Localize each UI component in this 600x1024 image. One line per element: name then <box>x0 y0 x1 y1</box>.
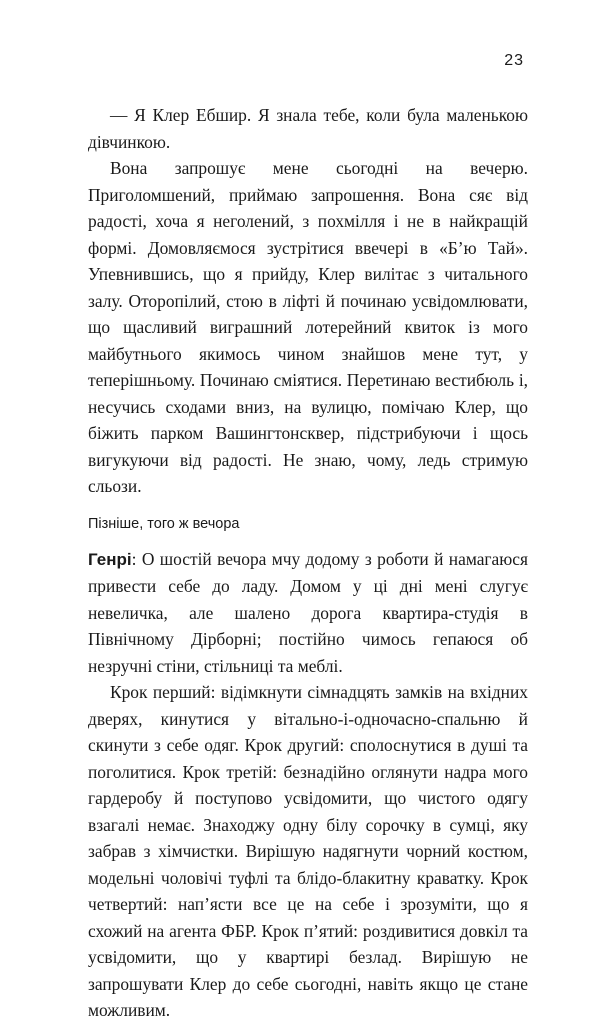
speaker-name: Генрі <box>88 549 132 569</box>
paragraph-dialogue: — Я Клер Ебшир. Я знала тебе, коли була маленькою дівчинкою. <box>88 105 528 152</box>
page-number: 23 <box>504 52 524 69</box>
speaker-paragraph-text: : О шостій вечора мчу додому з роботи й намагаюся привести себе до ладу. Домом у ці дні мені слугує невеличка, але шалено дорога квартира-студія в Північному Дірборні; постійно чимось гепаюся об незручні стіни, стільниці та меблі. <box>88 548 528 676</box>
paragraph-invitation: Вона запрошує мене сьогодні на вечерю. Приголомшений, приймаю запрошення. Вона сяє від радості, хоча я неголений, з похмілля і не в найкращій формі. Домовляємося зустрітися ввечері в «Б’ю Тай». Упевнившись, що я прийду, Клер вилітає з читального залу. Оторопілий, стою в ліфті й починаю усвідомлювати, що щасливий виграшний лотерейний квиток із мого майбутнього якимось чином знайшов мене тут, у теперішньому. Починаю сміятися. Перетинаю вестибюль і, несучись сходами вниз, на вулицю, помічаю Клер, що біжить парком Вашингтонсквер, підстрибуючи і щось вигукуючи від радості. Не знаю, чому, ледь стримую сльози. <box>88 158 528 496</box>
section-heading: Пізніше, того ж вечора <box>88 515 240 532</box>
paragraph-steps: Крок перший: відімкнути сімнадцять замків на вхідних дверях, кинутися у вітально-і-одночасно-спальню й скинути з себе одяг. Крок другий: сполоснутися в душі та поголитися. Крок третій: безнадійно оглянути надра мого гардеробу й поступово усвідомити, що чистого одягу взагалі немає. Знаходжу одну білу сорочку в сумці, яку забрав з хімчистки. Вирішую надягнути чорний костюм, модельні чоловічі туфлі та блідо-блакитну краватку. Крок четвертий: нап’ясти все це на себе і зрозуміти, що я схожий на агента ФБР. Крок п’ятий: роздивитися довкіл та усвідомити, що у квартирі безлад. Вирішую не запрошувати Клер до себе сьогодні, навіть якщо це стане можливим. <box>88 682 528 1020</box>
body-text <box>88 102 528 1024</box>
paragraph-henry-intro <box>88 546 528 680</box>
